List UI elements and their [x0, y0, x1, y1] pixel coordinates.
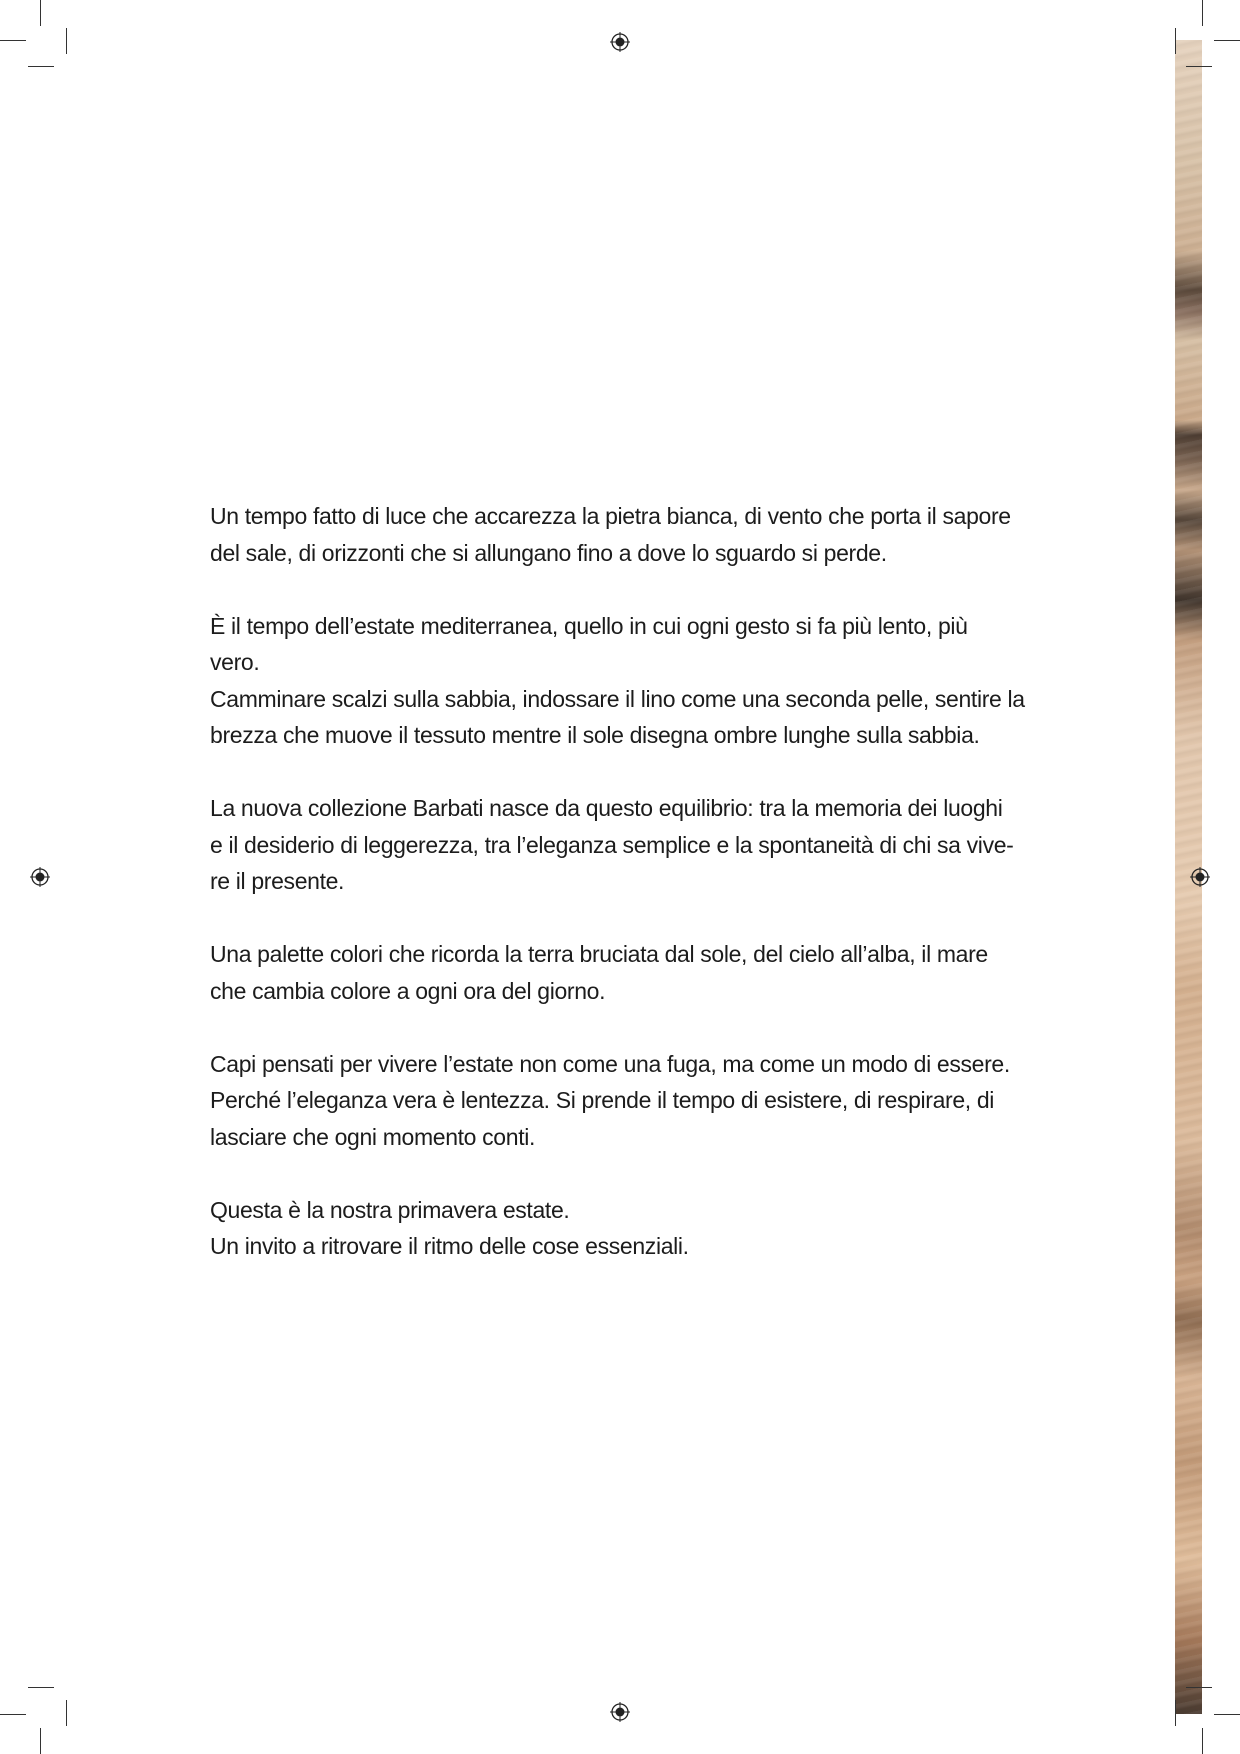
crop-mark-icon — [1202, 1728, 1203, 1754]
text-line: e il desiderio di leggerezza, tra l’eleganza semplice e la spontaneità di chi sa vive- — [210, 831, 1014, 858]
paragraph-closing — [210, 1192, 1040, 1265]
crop-mark-icon — [1186, 1687, 1212, 1688]
paragraph-summer — [210, 608, 1040, 754]
registration-mark-icon — [610, 32, 630, 52]
text-line: re il presente. — [210, 868, 345, 894]
crop-mark-icon — [40, 1728, 41, 1754]
body-copy — [210, 498, 1040, 1265]
registration-mark-icon — [1190, 867, 1210, 887]
text-line: lasciare che ogni momento conti. — [210, 1123, 536, 1150]
paragraph-intro — [210, 498, 1040, 571]
crop-mark-icon — [66, 28, 67, 54]
text-line: Un invito a ritrovare il ritmo delle cose essenziali. — [210, 1233, 689, 1259]
text-line: Un tempo fatto di luce che accarezza la pietra bianca, di vento che porta il sapore — [210, 503, 1011, 529]
text-line: Una palette colori che ricorda la terra bruciata dal sole, del cielo all’alba, il mare — [210, 941, 988, 967]
text-line: brezza che muove il tessuto mentre il sole disegna ombre lunghe sulla sabbia. — [210, 722, 980, 748]
crop-mark-icon — [1186, 66, 1212, 67]
text-line: vero. — [210, 649, 260, 675]
crop-mark-icon — [66, 1700, 67, 1726]
text-line: La nuova collezione Barbati nasce da questo equilibrio: tra la memoria dei luoghi — [210, 795, 1003, 821]
crop-mark-icon — [0, 1714, 26, 1715]
registration-mark-icon — [30, 867, 50, 887]
crop-mark-icon — [28, 1687, 54, 1688]
crop-mark-icon — [40, 0, 41, 26]
text-line: che cambia colore a ogni ora del giorno. — [210, 977, 606, 1004]
text-line: del sale, di orizzonti che si allungano fino a dove lo sguardo si perde. — [210, 539, 887, 566]
crop-mark-icon — [1202, 0, 1203, 26]
text-line: Perché l’eleganza vera è lentezza. Si prende il tempo di esistere, di respirare, di — [210, 1087, 995, 1113]
text-line: Camminare scalzi sulla sabbia, indossare il lino come una seconda pelle, sentire la — [210, 685, 1025, 712]
crop-mark-icon — [1175, 28, 1176, 54]
paragraph-garments — [210, 1046, 1040, 1156]
crop-mark-icon — [1214, 1714, 1240, 1715]
crop-mark-icon — [1214, 40, 1240, 41]
text-line: È il tempo dell’estate mediterranea, quello in cui ogni gesto si fa più lento, più — [210, 612, 968, 639]
text-line: Capi pensati per vivere l’estate non come una fuga, ma come un modo di essere. — [210, 1050, 1010, 1077]
paragraph-palette — [210, 936, 1040, 1009]
crop-mark-icon — [0, 40, 26, 41]
text-line: Questa è la nostra primavera estate. — [210, 1196, 570, 1223]
paragraph-collection — [210, 790, 1040, 900]
crop-mark-icon — [28, 66, 54, 67]
crop-mark-icon — [1175, 1700, 1176, 1726]
registration-mark-icon — [610, 1702, 630, 1722]
